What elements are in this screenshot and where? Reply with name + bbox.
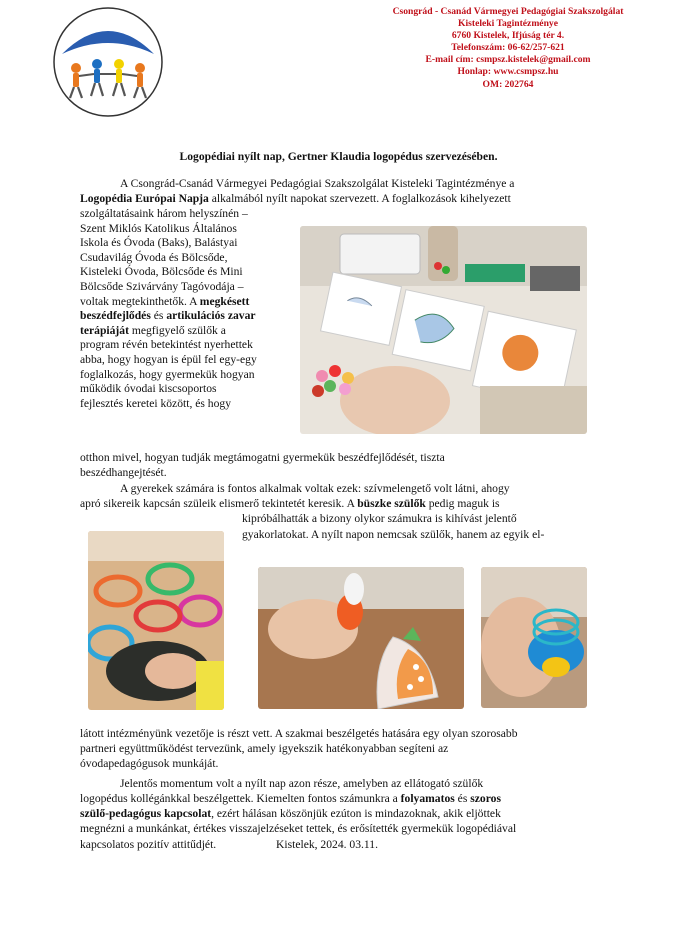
text-line: fejlesztés keretei között, és hogy <box>80 396 231 410</box>
org-name: Csongrád - Csanád Vármegyei Pedagógiai Szakszolgálat <box>392 6 624 17</box>
address: 6760 Kistelek, Ifjúság tér 4. <box>451 30 565 42</box>
para1-line1: A Csongrád-Csanád Vármegyei Pedagógiai Szakszolgálat Kisteleki Tagintézménye a <box>120 177 515 190</box>
text-line: voltak megtekinthetők. A megkésett <box>80 294 250 308</box>
para2-line3: kipróbálhatták a bizony olykor számukra is kihívást jelentő <box>242 512 517 525</box>
para3-line1: Jelentős momentum volt a nyílt nap azon része, amelyben az ellátogató szülők <box>120 777 484 790</box>
text-line: foglalkozás, hogy gyermekük hogyan <box>80 367 255 381</box>
text-line: Szent Miklós Katolikus Általános <box>80 221 237 235</box>
para3-line3: szülő-pedagógus kapcsolat, ezért hálásan köszönjük ezúton is mindazoknak, akik eljöttek <box>80 807 501 820</box>
page-title: Logopédiai nyílt nap, Gertner Klaudia logopédus szervezésében. <box>179 150 498 163</box>
para1-line17: otthon mivel, hogyan tudják megtámogatni gyermekük beszédfejlődését, tiszta <box>80 451 445 464</box>
photo-carrot-card <box>258 567 464 709</box>
para2-line5: látott intézményünk vezetője is részt vett. A szakmai beszélgetés hatására egy olyan szorosabb <box>80 727 518 740</box>
text-line: szolgáltatásaink három helyszínén – <box>80 207 248 220</box>
phone: Telefonszám: 06-62/257-621 <box>451 42 565 54</box>
para2-line2: apró sikereik kapcsán szüleik elismerő tekintetét keresik. A büszke szülők pedig maguk is <box>80 497 500 510</box>
text-line: program révén betekintést nyerhettek <box>80 338 253 352</box>
website: Honlap: www.csmpsz.hu <box>457 66 559 78</box>
para3-line2: logopédus kollégánkkal beszélgettek. Kiemelten fontos számunkra a folyamatos és szoros <box>80 792 501 805</box>
letterhead <box>352 6 664 91</box>
text-line: beszédfejlődés és artikulációs zavar <box>80 309 256 323</box>
text-line: terápiáját megfigyelő szülők a <box>80 323 226 337</box>
organization-logo <box>52 6 164 118</box>
text-line: Csudavilág Óvoda és Bölcsőde, <box>80 250 228 264</box>
photo-coil-rings <box>88 531 224 710</box>
om-number: OM: 202764 <box>482 78 534 90</box>
text-line: működik óvodai kiscsoportos <box>80 382 217 396</box>
photo-therapy-cards <box>300 226 587 434</box>
para1-line2: Logopédia Európai Napja alkalmából nyílt napokat szervezett. A foglalkozások kihelyezett <box>80 192 511 205</box>
para1-line18: beszédhangejtését. <box>80 466 167 479</box>
para1-wrap <box>80 207 288 411</box>
para3-line5: kapcsolatos pozitív attitűdjét. <box>80 838 217 851</box>
para2-line4: gyakorlatokat. A nyílt napon nemcsak szülők, hanem az egyik el- <box>242 528 545 541</box>
photo-blowing-toy <box>481 567 587 708</box>
text-line: Bölcsőde Szivárvány Tagóvodája – <box>80 279 244 293</box>
para3-line4: megnézni a munkánkat, értékes visszajelzéseket tettek, és erősítették gyermekük logopédiával <box>80 822 517 835</box>
branch-name: Kisteleki Tagintézménye <box>458 18 558 30</box>
text-line: Kisteleki Óvoda, Bölcsőde és Mini <box>80 265 243 279</box>
para2-line1: A gyerekek számára is fontos alkalmak voltak ezek: szívmelengető volt látni, ahogy <box>120 482 510 495</box>
para2-line7: óvodapedagógusok munkáját. <box>80 757 219 770</box>
text-line: abba, hogy hogyan is épül fel egy-egy <box>80 352 257 366</box>
text-line: Iskola és Óvoda (Baks), Balástyai <box>80 236 238 250</box>
email: E-mail cím: csmpsz.kistelek@gmail.com <box>425 54 591 66</box>
signoff: Kistelek, 2024. 03.11. <box>276 838 378 851</box>
para2-line6: partneri együttműködést tervezünk, amely igyekszik hatékonyabban segíteni az <box>80 742 449 755</box>
